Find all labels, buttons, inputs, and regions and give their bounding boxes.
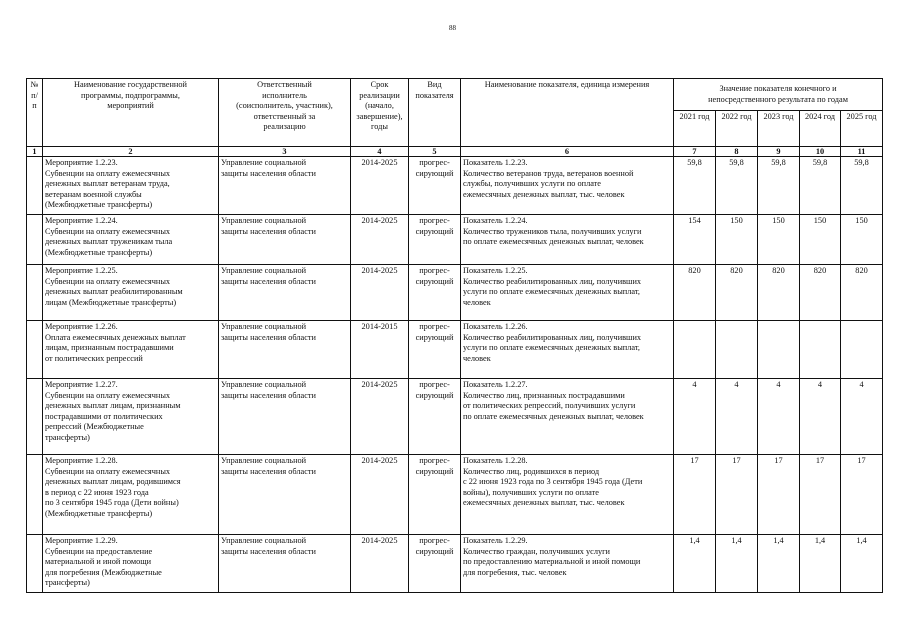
indicator-cell: Показатель 1.2.23. Количество ветеранов труда, ветеранов военной службы, получивших услуги по оплате ежемесячных денежных выплат, тыс. человек xyxy=(461,157,674,215)
value-cell: 1,4 xyxy=(841,535,883,593)
header-executor: Ответственный исполнитель (соисполнитель, участник), ответственный за реализацию xyxy=(219,79,351,147)
row-num xyxy=(27,379,43,455)
header-year: 2021 год xyxy=(674,111,716,147)
row-num xyxy=(27,535,43,593)
executor-cell: Управление социальной защиты населения области xyxy=(219,321,351,379)
table-row xyxy=(27,215,883,265)
executor-cell: Управление социальной защиты населения области xyxy=(219,535,351,593)
type-cell: прогрес- сирующий xyxy=(409,535,461,593)
value-cell: 1,4 xyxy=(674,535,716,593)
value-cell: 154 xyxy=(674,215,716,265)
table-row xyxy=(27,535,883,593)
row-num xyxy=(27,215,43,265)
type-cell: прогрес- сирующий xyxy=(409,157,461,215)
type-cell: прогрес- сирующий xyxy=(409,379,461,455)
value-cell: 150 xyxy=(758,215,800,265)
col-number: 10 xyxy=(800,147,841,157)
col-number: 3 xyxy=(219,147,351,157)
value-cell: 820 xyxy=(674,265,716,321)
indicators-table xyxy=(26,78,883,593)
indicator-cell: Показатель 1.2.26. Количество реабилитированных лиц, получивших услуги по оплате ежемесячных денежных выплат, человек xyxy=(461,321,674,379)
col-number: 4 xyxy=(351,147,409,157)
table-row xyxy=(27,321,883,379)
period-cell: 2014-2015 xyxy=(351,321,409,379)
value-cell: 4 xyxy=(841,379,883,455)
value-cell: 150 xyxy=(800,215,841,265)
value-cell: 59,8 xyxy=(716,157,758,215)
type-cell: прогрес- сирующий xyxy=(409,265,461,321)
value-cell: 820 xyxy=(716,265,758,321)
type-cell: прогрес- сирующий xyxy=(409,321,461,379)
indicator-cell: Показатель 1.2.27. Количество лиц, признанных пострадавшими от политических репрессий, получивших услуги по оплате ежемесячных денежных выплат, человек xyxy=(461,379,674,455)
period-cell: 2014-2025 xyxy=(351,265,409,321)
column-numbers-row xyxy=(27,147,883,157)
value-cell xyxy=(758,321,800,379)
value-cell: 59,8 xyxy=(758,157,800,215)
program-cell: Мероприятие 1.2.29. Субвенции на предоставление материальной и иной помощи для погребения (Межбюджетные трансферты) xyxy=(43,535,219,593)
period-cell: 2014-2025 xyxy=(351,455,409,535)
period-cell: 2014-2025 xyxy=(351,157,409,215)
row-num xyxy=(27,321,43,379)
value-cell: 4 xyxy=(758,379,800,455)
col-number: 8 xyxy=(716,147,758,157)
header-values-group: Значение показателя конечного и непосредственного результата по годам xyxy=(674,79,883,111)
col-number: 9 xyxy=(758,147,800,157)
program-cell: Мероприятие 1.2.24. Субвенции на оплату ежемесячных денежных выплат труженикам тыла (Межбюджетные трансферты) xyxy=(43,215,219,265)
value-cell: 820 xyxy=(800,265,841,321)
value-cell: 150 xyxy=(841,215,883,265)
program-cell: Мероприятие 1.2.23. Субвенции на оплату ежемесячных денежных выплат ветеранам труда, ветеранам военной службы (Межбюджетные трансферты) xyxy=(43,157,219,215)
value-cell: 17 xyxy=(841,455,883,535)
value-cell xyxy=(716,321,758,379)
indicator-cell: Показатель 1.2.25. Количество реабилитированных лиц, получивших услуги по оплате ежемесячных денежных выплат, человек xyxy=(461,265,674,321)
table-row xyxy=(27,379,883,455)
header-year: 2022 год xyxy=(716,111,758,147)
executor-cell: Управление социальной защиты населения области xyxy=(219,215,351,265)
row-num xyxy=(27,265,43,321)
value-cell: 1,4 xyxy=(716,535,758,593)
value-cell xyxy=(674,321,716,379)
header-year: 2025 год xyxy=(841,111,883,147)
value-cell: 4 xyxy=(800,379,841,455)
type-cell: прогрес- сирующий xyxy=(409,455,461,535)
indicator-cell: Показатель 1.2.28. Количество лиц, родившихся в период с 22 июня 1923 года по 3 сентября 1945 года (Дети войны), получивших услуги по оплате ежемесячных денежных выплат, тыс. человек xyxy=(461,455,674,535)
col-number: 6 xyxy=(461,147,674,157)
value-cell: 150 xyxy=(716,215,758,265)
col-number: 11 xyxy=(841,147,883,157)
row-num xyxy=(27,157,43,215)
page-number: 88 xyxy=(449,24,456,32)
value-cell: 59,8 xyxy=(674,157,716,215)
value-cell: 820 xyxy=(758,265,800,321)
value-cell: 17 xyxy=(758,455,800,535)
header-program: Наименование государственной программы, подпрограммы, мероприятий xyxy=(43,79,219,147)
value-cell: 59,8 xyxy=(841,157,883,215)
value-cell: 4 xyxy=(674,379,716,455)
header-row xyxy=(27,79,883,111)
program-cell: Мероприятие 1.2.28. Субвенции на оплату ежемесячных денежных выплат лицам, родившимся в период с 22 июня 1923 года по 3 сентября 1945 года (Дети войны) (Межбюджетные трансферты) xyxy=(43,455,219,535)
header-type: Вид показателя xyxy=(409,79,461,147)
col-number: 2 xyxy=(43,147,219,157)
program-cell: Мероприятие 1.2.27. Субвенции на оплату ежемесячных денежных выплат лицам, признанным пострадавшими от политических репрессий (Межбюджетные трансферты) xyxy=(43,379,219,455)
col-number: 7 xyxy=(674,147,716,157)
value-cell: 820 xyxy=(841,265,883,321)
table-row xyxy=(27,265,883,321)
value-cell: 17 xyxy=(674,455,716,535)
type-cell: прогрес- сирующий xyxy=(409,215,461,265)
value-cell: 17 xyxy=(716,455,758,535)
col-number: 1 xyxy=(27,147,43,157)
table-row xyxy=(27,455,883,535)
header-num: № п/п xyxy=(27,79,43,147)
executor-cell: Управление социальной защиты населения области xyxy=(219,157,351,215)
table-row xyxy=(27,157,883,215)
executor-cell: Управление социальной защиты населения области xyxy=(219,455,351,535)
header-period: Срок реализации (начало, завершение), годы xyxy=(351,79,409,147)
period-cell: 2014-2025 xyxy=(351,215,409,265)
value-cell: 1,4 xyxy=(800,535,841,593)
period-cell: 2014-2025 xyxy=(351,379,409,455)
program-cell: Мероприятие 1.2.26. Оплата ежемесячных денежных выплат лицам, признанным пострадавшими от политических репрессий xyxy=(43,321,219,379)
row-num xyxy=(27,455,43,535)
executor-cell: Управление социальной защиты населения области xyxy=(219,379,351,455)
value-cell xyxy=(800,321,841,379)
header-year: 2024 год xyxy=(800,111,841,147)
value-cell: 17 xyxy=(800,455,841,535)
value-cell xyxy=(841,321,883,379)
value-cell: 4 xyxy=(716,379,758,455)
header-indicator: Наименование показателя, единица измерения xyxy=(461,79,674,147)
indicator-cell: Показатель 1.2.24. Количество тружеников тыла, получивших услуги по оплате ежемесячных денежных выплат, человек xyxy=(461,215,674,265)
indicator-cell: Показатель 1.2.29. Количество граждан, получивших услуги по предоставлению материальной и иной помощи для погребения, тыс. человек xyxy=(461,535,674,593)
executor-cell: Управление социальной защиты населения области xyxy=(219,265,351,321)
value-cell: 1,4 xyxy=(758,535,800,593)
col-number: 5 xyxy=(409,147,461,157)
value-cell: 59,8 xyxy=(800,157,841,215)
period-cell: 2014-2025 xyxy=(351,535,409,593)
program-cell: Мероприятие 1.2.25. Субвенции на оплату ежемесячных денежных выплат реабилитированным лицам (Межбюджетные трансферты) xyxy=(43,265,219,321)
header-year: 2023 год xyxy=(758,111,800,147)
